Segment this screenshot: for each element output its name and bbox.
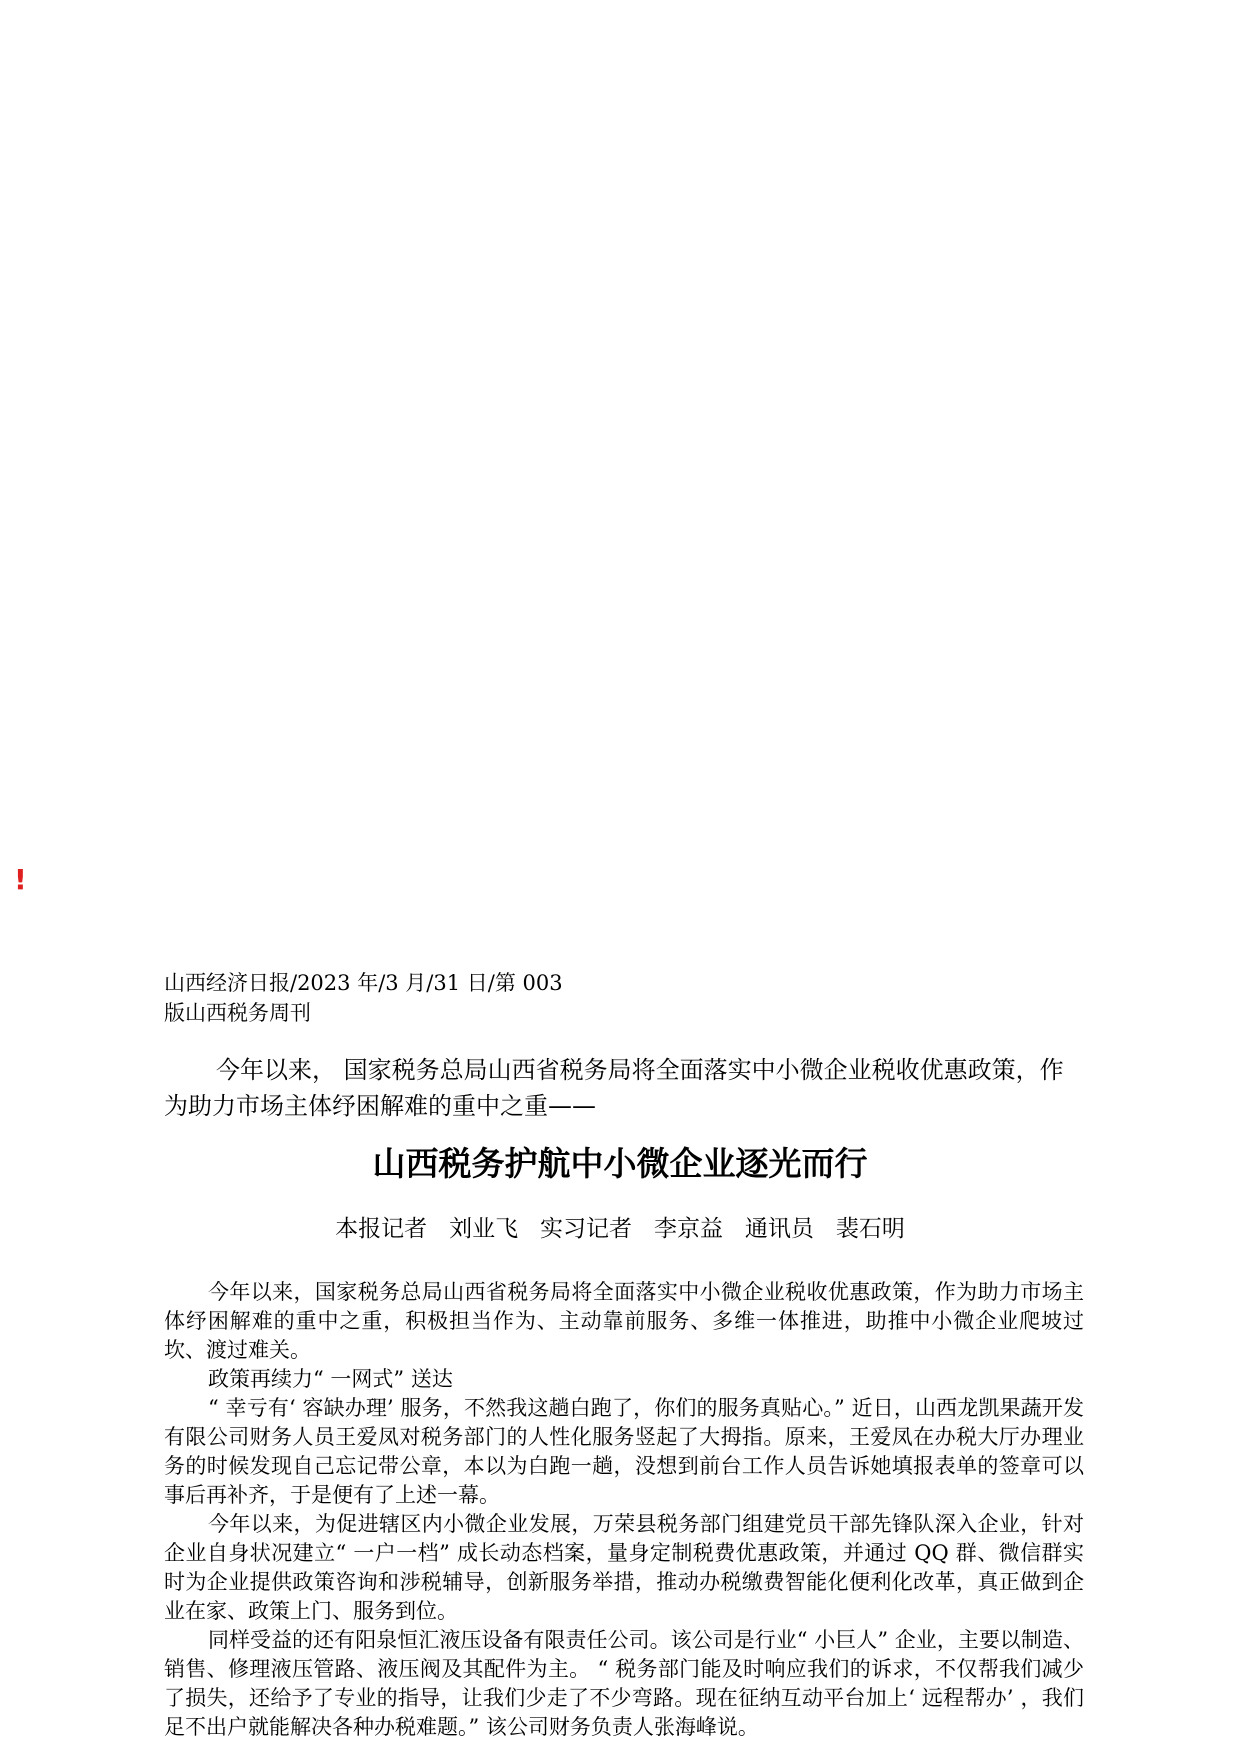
source-line-1: 山西经济日报/2023 年/3 月/31 日/第 003 — [164, 971, 563, 995]
article-body — [164, 1278, 1084, 1742]
body-paragraph: 同样受益的还有阳泉恒汇液压设备有限责任公司。该公司是行业“ 小巨人” 企业，主要以制造、销售、修理液压管路、液压阀及其配件为主。 “ 税务部门能及时响应我们的诉求，不仅帮我们减少了损失，还给予了专业的指导，让我们少走了不少弯路。现在征纳互动平台加上‘ 远程帮办’ ，我们足不出户就能解决各种办税难题。” 该公司财务负责人张海峰说。 — [164, 1628, 1084, 1739]
lead-text: 今年以来， 国家税务总局山西省税务局将全面落实中小微企业税收优惠政策，作为助力市场主体纾困解难的重中之重—— — [164, 1056, 1064, 1120]
body-paragraph: “ 幸亏有‘ 容缺办理’ 服务，不然我这趟白跑了，你们的服务真贴心。” 近日，山西龙凯果蔬开发有限公司财务人员王爱凤对税务部门的人性化服务竖起了大拇指。原来，王爱凤在办税大厅办理业务的时候发现自己忘记带公章，本以为白跑一趟，没想到前台工作人员告诉她填报表单的签章可以事后再补齐，于是便有了上述一幕。 — [164, 1396, 1084, 1507]
body-paragraph: 今年以来，国家税务总局山西省税务局将全面落实中小微企业税收优惠政策，作为助力市场主体纾困解难的重中之重，积极担当作为、主动靠前服务、多维一体推进，助推中小微企业爬坡过坎、渡过难关。 — [164, 1280, 1084, 1362]
section-heading: 政策再续力“ 一网式” 送达 — [208, 1367, 453, 1391]
red-exclamation-mark: ! — [14, 863, 27, 896]
source-line-2: 版山西税务周刊 — [164, 1001, 311, 1025]
article-headline: 山西税务护航中小微企业逐光而行 — [372, 1144, 868, 1183]
source-line — [164, 968, 563, 1028]
lead-paragraph — [164, 1052, 1084, 1124]
body-paragraph: 今年以来，为促进辖区内小微企业发展，万荣县税务部门组建党员干部先锋队深入企业，针对企业自身状况建立“ 一户一档” 成长动态档案，量身定制税费优惠政策，并通过 QQ 群、微信群实时为企业提供政策咨询和涉税辅导，创新服务举措，推动办税缴费智能化便利化改革，真正做到企业在家、政策上门、服务到位。 — [164, 1512, 1084, 1623]
byline: 本报记者 刘业飞 实习记者 李京益 通讯员 裴石明 — [335, 1216, 905, 1242]
